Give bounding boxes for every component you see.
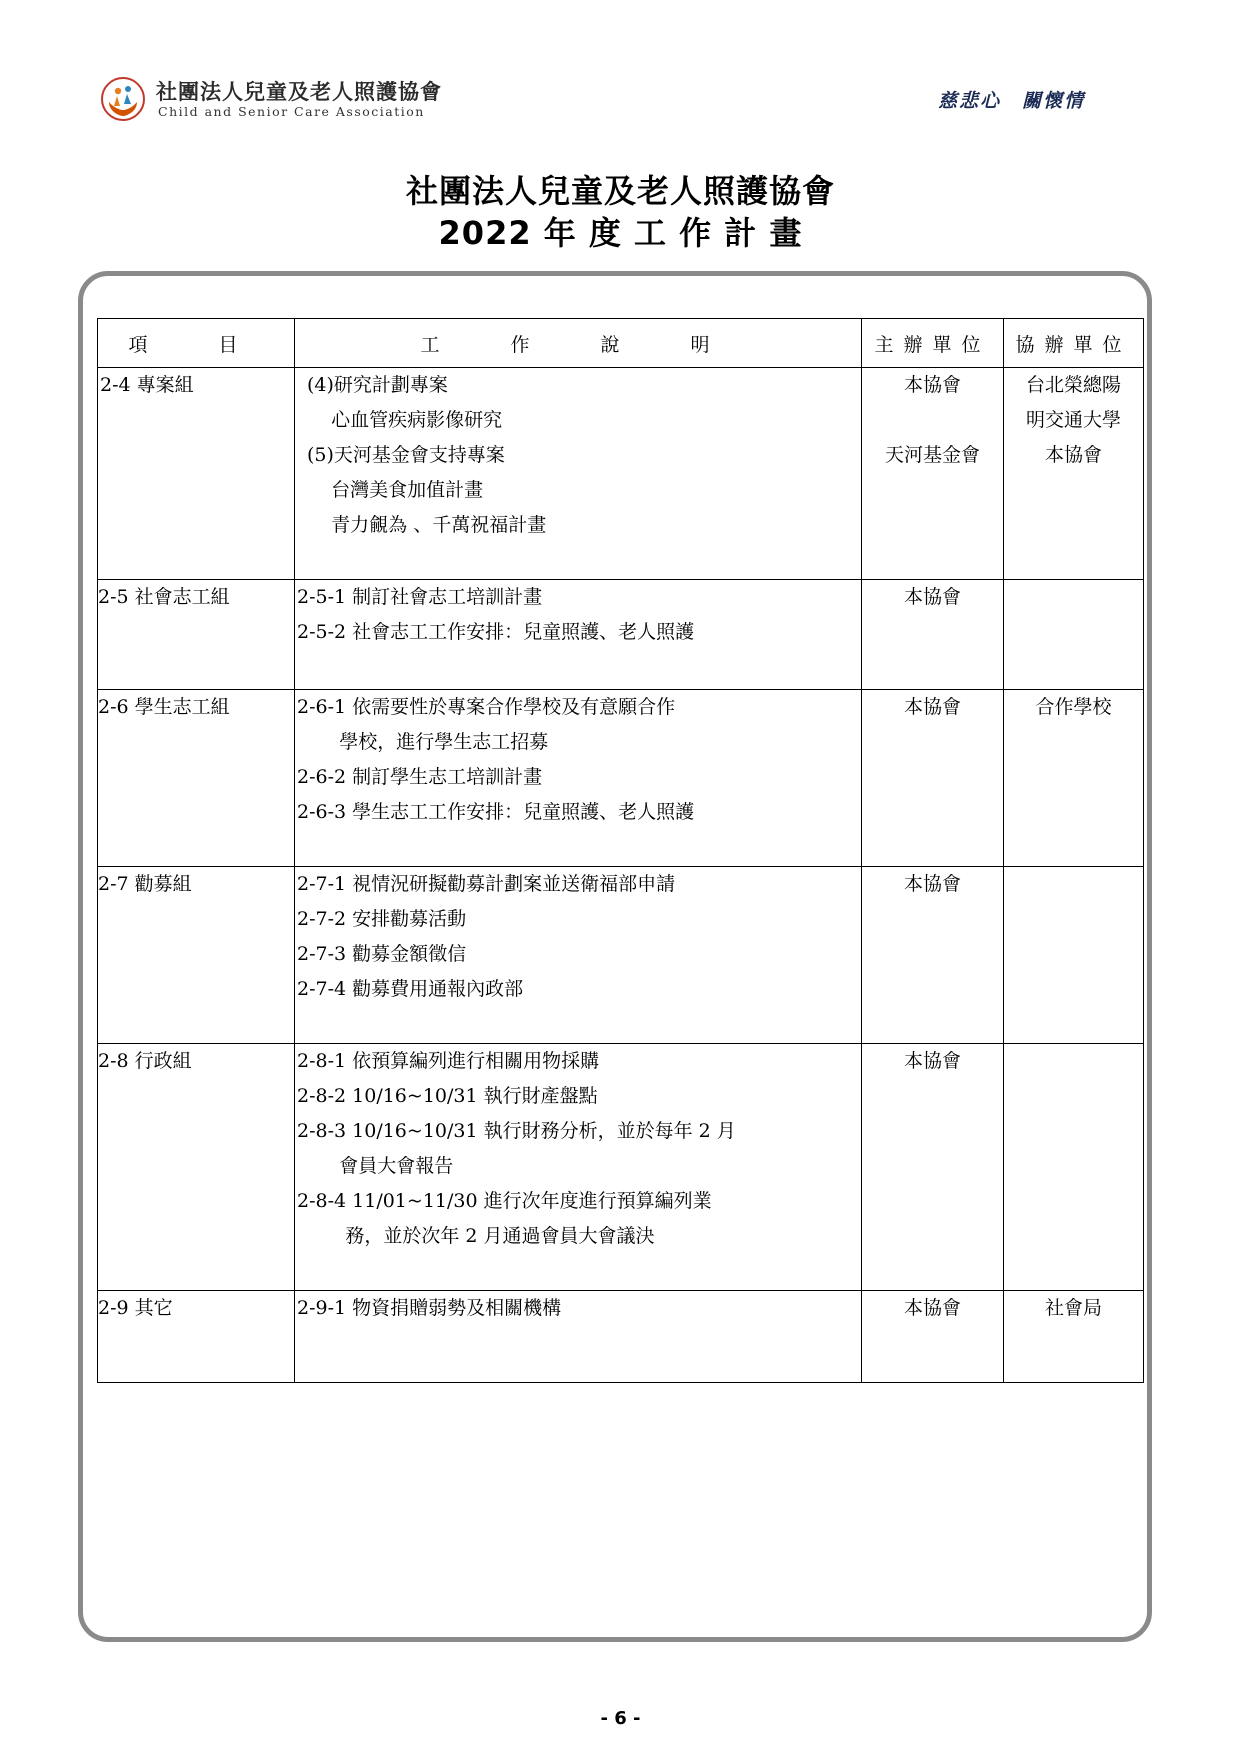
row-category: 2-4 專案組	[98, 368, 295, 580]
organization-logo	[100, 74, 440, 124]
row-host: 本協會	[862, 580, 1004, 690]
row-description: (4)研究計劃專案 心血管疾病影像研究 (5)天河基金會支持專案 台灣美食加值計畫 青力覦為 、千萬祝福計畫	[295, 368, 862, 580]
row-host: 本協會	[862, 1044, 1004, 1291]
org-name-zh: 社團法人兒童及老人照護協會	[156, 79, 442, 104]
org-name-en: Child and Senior Care Association	[158, 104, 425, 119]
row-cohost	[1004, 1044, 1144, 1291]
row-category: 2-7 勸募組	[98, 867, 295, 1044]
table-row	[98, 1044, 1144, 1291]
table-row	[98, 867, 1144, 1044]
table-header-row	[98, 319, 1144, 368]
row-cohost	[1004, 867, 1144, 1044]
header-cohost: 協辦單位	[1004, 319, 1144, 368]
row-host: 本協會	[862, 1291, 1004, 1383]
work-plan-table	[97, 318, 1144, 1383]
row-host: 本協會	[862, 690, 1004, 867]
table-row	[98, 690, 1144, 867]
document-subtitle: 2022 年 度 工 作 計 畫	[438, 214, 803, 252]
header-description: 工 作 說 明	[295, 319, 862, 368]
row-description: 2-6-1 依需要性於專案合作學校及有意願合作 學校，進行學生志工招募 2-6-2 制訂學生志工培訓計畫 2-6-3 學生志工工作安排：兒童照護、老人照護	[295, 690, 862, 867]
row-cohost	[1004, 580, 1144, 690]
row-host: 本協會 天河基金會	[862, 368, 1004, 580]
row-category: 2-8 行政組	[98, 1044, 295, 1291]
page-number: - 6 -	[600, 1708, 641, 1729]
header-item: 項 目	[98, 319, 295, 368]
slogan: 慈悲心 關懷情	[938, 90, 1086, 112]
table-row	[98, 580, 1144, 690]
row-description: 2-9-1 物資捐贈弱勢及相關機構	[295, 1291, 862, 1383]
row-description: 2-5-1 制訂社會志工培訓計畫 2-5-2 社會志工工作安排：兒童照護、老人照護	[295, 580, 862, 690]
table-row	[98, 368, 1144, 580]
header-host: 主辦單位	[862, 319, 1004, 368]
document-title: 社團法人兒童及老人照護協會	[405, 172, 835, 210]
table-row	[98, 1291, 1144, 1383]
row-cohost: 合作學校	[1004, 690, 1144, 867]
row-category: 2-6 學生志工組	[98, 690, 295, 867]
row-description: 2-8-1 依預算編列進行相關用物採購 2-8-2 10/16~10/31 執行財產盤點 2-8-3 10/16~10/31 執行財務分析，並於每年 2 月 會員大會報告 2-8-4 11/01~11/30 進行次年度進行預算編列業 務，並於次年 2 月通過會員大會議決	[295, 1044, 862, 1291]
care-hands-logo-icon	[100, 76, 146, 122]
row-category: 2-5 社會志工組	[98, 580, 295, 690]
row-cohost: 台北榮總陽 明交通大學 本協會	[1004, 368, 1144, 580]
row-cohost: 社會局	[1004, 1291, 1144, 1383]
row-description: 2-7-1 視情況研擬勸募計劃案並送衛福部申請 2-7-2 安排勸募活動 2-7-3 勸募金額徵信 2-7-4 勸募費用通報內政部	[295, 867, 862, 1044]
row-category: 2-9 其它	[98, 1291, 295, 1383]
row-host: 本協會	[862, 867, 1004, 1044]
